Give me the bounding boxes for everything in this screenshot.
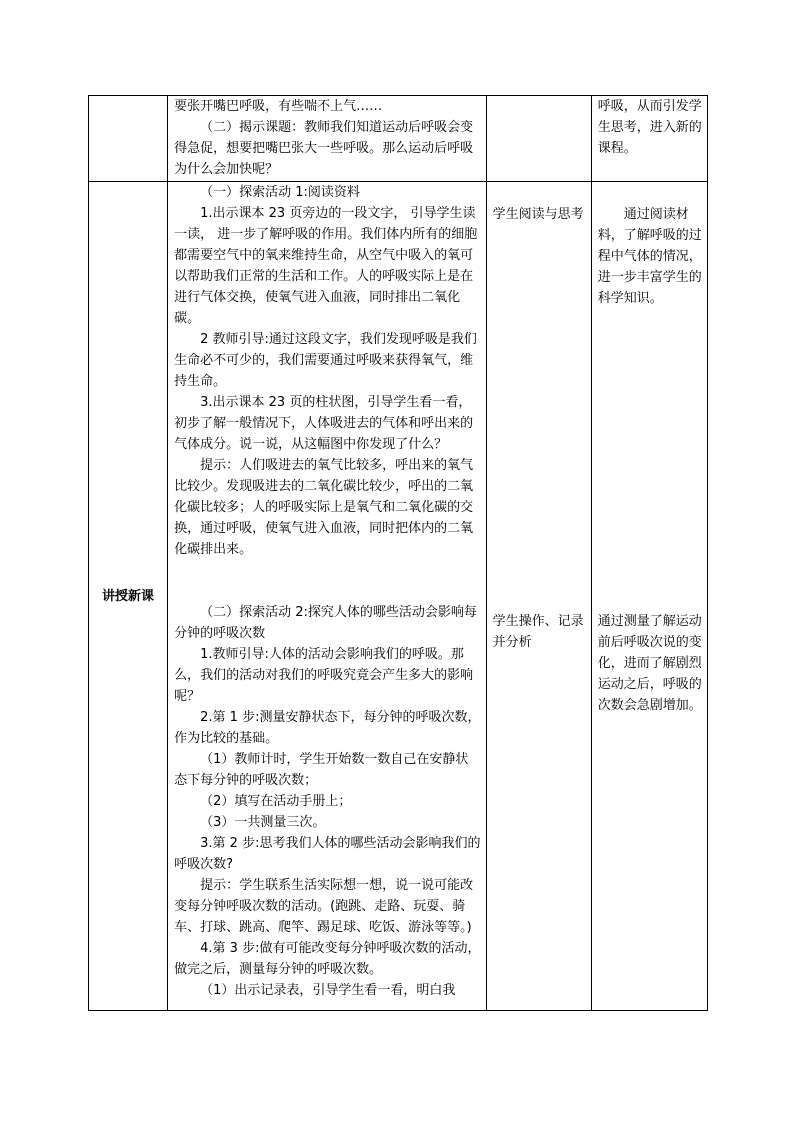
activity1-step-1: 1.出示课本 23 页旁边的一段文字， 引导学生读一读， 进一步了解呼吸的作用。我们体内所有的细胞都需要空气中的氧来维持生命，从空气中吸入的氧可以帮助我们正常的生活和工作。人的呼吸实际上是在进行气体交换，使氧气进入血液，同时排出二氧化碳。: [174, 206, 478, 326]
paragraph-gap: [174, 560, 481, 602]
intro-paragraph-2: （二）揭示课题：教师我们知道运动后呼吸会变得急促，想要把嘴巴张大一些呼吸。那么运动后呼吸为什么会加快呢？: [174, 120, 474, 177]
activity1-step-2: 2 教师引导:通过这段文字，我们发现呼吸是我们生命必不可少的，我们需要通过呼吸来获得氧气，维持生命。: [174, 332, 477, 389]
intro-student-cell: [486, 96, 591, 182]
stage-label: 讲授新课: [102, 588, 155, 604]
intro-content-cell: [168, 96, 487, 182]
activity1-hint: 提示：人们吸进去的氧气比较多，呼出来的氧气比较少。发现吸进去的二氧化碳比较少，呼出的二氧化碳比较多；人的呼吸实际上是氧气和二氧化碳的交换，通过呼吸，使氧气进入血液，同时把体内的二氧化碳排出来。: [174, 458, 474, 557]
activity2-substep-1: （1）教师计时，学生开始数一数自己在安静状态下每分钟的呼吸次数；: [174, 752, 469, 788]
intro-purpose-text: 呼吸，从而引发学生思考，进入新的课程。: [597, 99, 702, 156]
new-lesson-content-cell: [168, 182, 487, 1011]
design-purpose-cell: [591, 182, 707, 1011]
design-purpose-1: 通过阅读材料，了解呼吸的过程中气体的情况，进一步丰富学生的科学知识。: [597, 207, 702, 306]
student-activity-2: 学生操作、记录并分析: [492, 614, 584, 650]
activity2-heading: （二）探索活动 2:探究人体的哪些活动会影响每分钟的呼吸次数: [174, 605, 477, 641]
intro-paragraph-1: 要张开嘴巴呼吸，有些喘不上气……: [174, 99, 383, 114]
new-lesson-row: [89, 182, 708, 1011]
activity2-step-4: 4.第 3 步:做有可能改变每分钟呼吸次数的活动，做完之后，测量每分钟的呼吸次数。: [174, 941, 481, 977]
stage-cell-empty: [89, 96, 168, 182]
activity2-hint: 提示：学生联系生活实际想一想，说一说可能改变每分钟呼吸次数的活动。(跑跳、走路、玩耍、骑车、打球、跳高、爬竿、踢足球、吃饭、游泳等等。): [174, 878, 474, 935]
activity2-substep-3: （3）一共测量三次。: [200, 815, 326, 830]
student-activity-1: 学生阅读与思考: [492, 207, 584, 222]
stage-cell: [89, 182, 168, 1011]
design-purpose-2: 通过测量了解运动前后呼吸次说的变化，进而了解剧烈运动之后，呼吸的次数会急剧增加。: [597, 614, 702, 713]
activity2-step-3: 3.第 2 步:思考我们人体的哪些活动会影响我们的呼吸次数?: [174, 836, 481, 872]
activity2-step-1: 1.教师引导:人体的活动会影响我们的呼吸。那么，我们的活动对我们的呼吸究竟会产生多大的影响呢？: [174, 647, 474, 704]
activity2-step-2: 2.第 1 步:测量安静状态下，每分钟的呼吸次数，作为比较的基础。: [174, 710, 481, 746]
intro-row: [89, 96, 708, 182]
student-activity-cell: [486, 182, 591, 1011]
activity1-heading: （一）探索活动 1:阅读资料: [200, 185, 360, 200]
intro-purpose-cell: [591, 96, 707, 182]
activity1-step-3: 3.出示课本 23 页的柱状图，引导学生看一看，初步了解一般情况下，人体吸进去的气体和呼出来的气体成分。说一说，从这幅图中你发现了什么？: [174, 395, 474, 452]
lesson-plan-table: [88, 95, 708, 1011]
activity2-substep-4: （1）出示记录表，引导学生看一看，明白我: [200, 983, 456, 998]
activity2-substep-2: （2）填写在活动手册上；: [200, 794, 352, 809]
